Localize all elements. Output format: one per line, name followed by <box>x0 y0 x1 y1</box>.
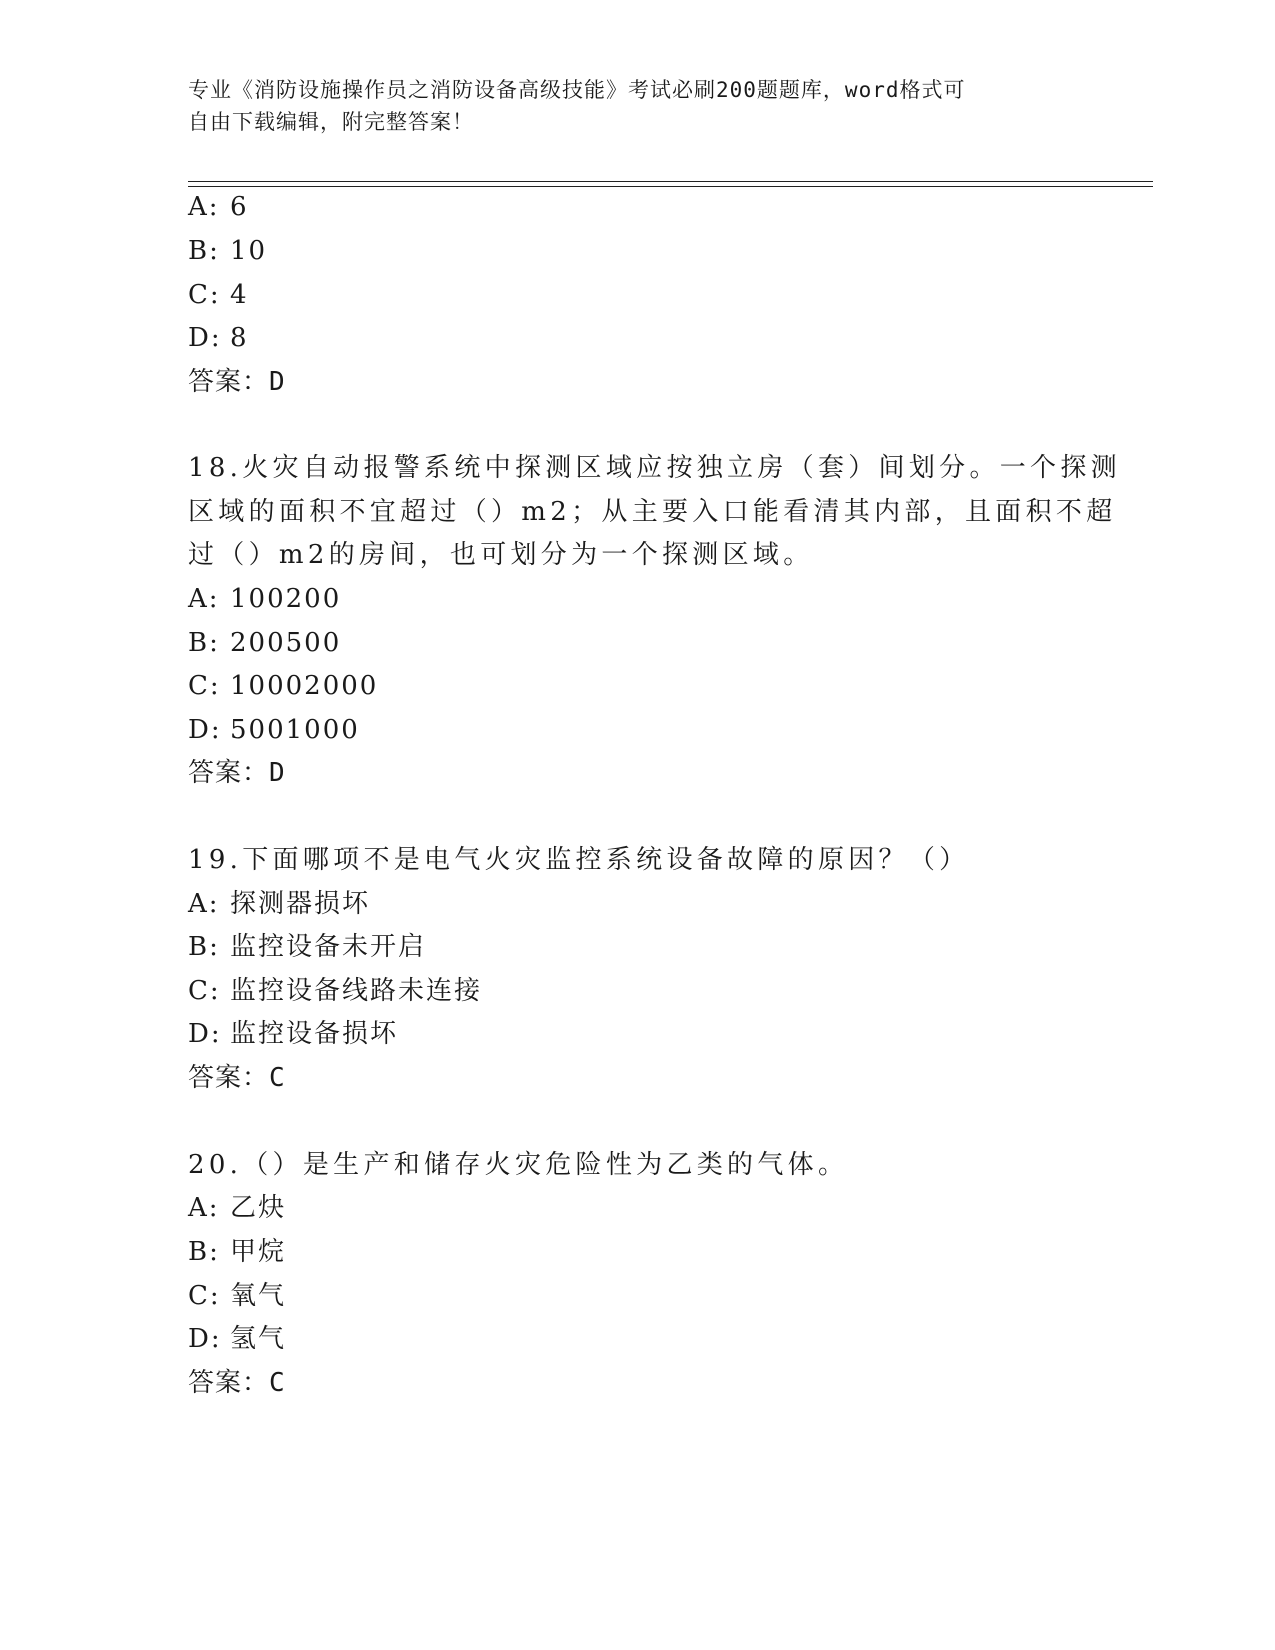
option-text: 10 <box>230 236 268 266</box>
q19-text-line-1: 19.下面哪项不是电气火灾监控系统设备故障的原因？（） <box>188 845 970 875</box>
option-label: B: <box>188 628 220 658</box>
document-header <box>188 74 1068 138</box>
q18-text-line-1: 18.火灾自动报警系统中探测区域应按独立房（套）间划分。一个探测 <box>188 453 1121 483</box>
option-label: A: <box>188 889 220 919</box>
option-label: D: <box>188 1324 222 1354</box>
option-label: A: <box>188 1193 220 1223</box>
header-line-2: 自由下载编辑，附完整答案！ <box>188 110 474 134</box>
option-text: 监控设备线路未连接 <box>230 976 483 1006</box>
option-label: D: <box>188 1019 222 1049</box>
q18-answer: 答案：D <box>188 758 286 788</box>
option-label: C: <box>188 280 221 310</box>
option-text: 200500 <box>230 628 342 658</box>
q17-option-c <box>188 280 249 310</box>
header-line-1: 专业《消防设施操作员之消防设备高级技能》考试必刷200题题库，word格式可 <box>188 78 966 102</box>
q19-answer: 答案：C <box>188 1063 286 1093</box>
option-label: A: <box>188 192 220 222</box>
option-label: C: <box>188 1281 221 1311</box>
q18-option-d <box>188 715 360 745</box>
q19-option-b <box>188 932 426 962</box>
option-label: B: <box>188 1237 220 1267</box>
option-text: 甲烷 <box>230 1237 287 1267</box>
option-text: 4 <box>230 280 249 310</box>
option-label: A: <box>188 584 220 614</box>
option-text: 6 <box>230 192 249 222</box>
q18-option-b <box>188 628 341 658</box>
option-label: C: <box>188 976 221 1006</box>
option-text: 氢气 <box>230 1324 287 1354</box>
q18-option-a <box>188 584 341 614</box>
option-text: 监控设备未开启 <box>230 932 427 962</box>
option-label: C: <box>188 671 221 701</box>
q19-option-a <box>188 889 370 919</box>
header-divider-bottom <box>188 186 1153 187</box>
option-text: 探测器损坏 <box>230 889 371 919</box>
q19-option-d <box>188 1019 398 1049</box>
q20-option-c <box>188 1281 286 1311</box>
q18-text-line-2: 区域的面积不宜超过（）m2；从主要入口能看清其内部，且面积不超 <box>188 497 1117 527</box>
q17-answer: 答案：D <box>188 367 286 397</box>
q20-option-a <box>188 1193 286 1223</box>
option-label: B: <box>188 236 220 266</box>
option-text: 8 <box>230 323 249 353</box>
option-text: 监控设备损坏 <box>230 1019 399 1049</box>
option-label: D: <box>188 715 222 745</box>
option-text: 10002000 <box>230 671 379 701</box>
q18-option-c <box>188 671 378 701</box>
q18-text-line-3: 过（）m2的房间，也可划分为一个探测区域。 <box>188 540 814 570</box>
option-text: 乙炔 <box>230 1193 287 1223</box>
q20-option-d <box>188 1324 286 1354</box>
option-label: D: <box>188 323 222 353</box>
q20-option-b <box>188 1237 286 1267</box>
option-text: 氧气 <box>230 1281 287 1311</box>
q17-option-a <box>188 192 249 222</box>
option-text: 100200 <box>230 584 342 614</box>
q17-option-b <box>188 236 267 266</box>
q19-option-c <box>188 976 482 1006</box>
option-label: B: <box>188 932 220 962</box>
header-divider-top <box>188 181 1153 182</box>
option-text: 5001000 <box>230 715 360 745</box>
q20-answer: 答案：C <box>188 1368 286 1398</box>
q17-option-d <box>188 323 249 353</box>
q20-text-line-1: 20.（）是生产和储存火灾危险性为乙类的气体。 <box>188 1150 849 1180</box>
